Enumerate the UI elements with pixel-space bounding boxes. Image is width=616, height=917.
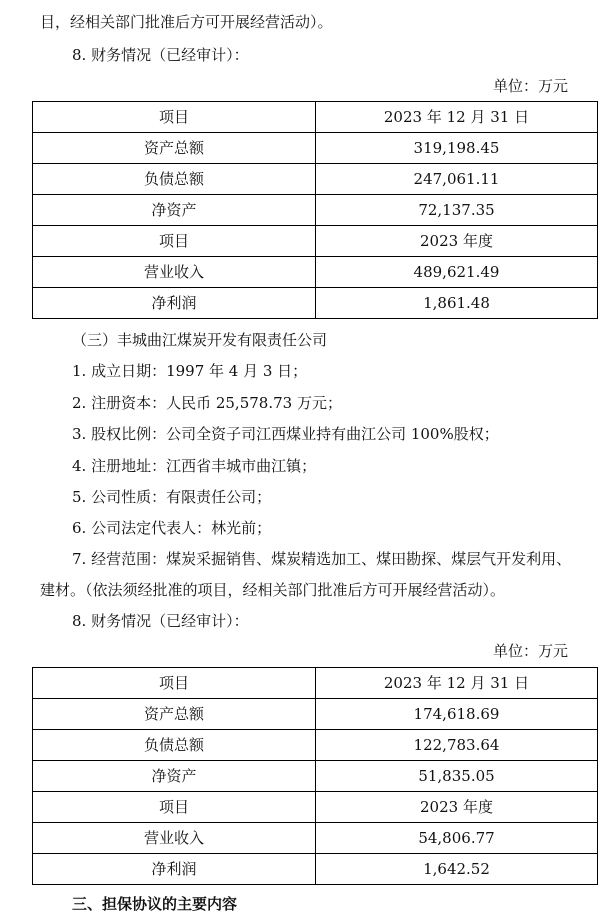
row-value: 2023 年度 (316, 226, 598, 257)
row-value: 72,137.35 (316, 195, 598, 226)
table-row (33, 288, 598, 319)
row-label: 项目 (33, 102, 316, 133)
row-value: 1,861.48 (316, 288, 598, 319)
table-row (33, 226, 598, 257)
financial-title-2: 8. 财务情况（已经审计）： (72, 612, 249, 630)
table-row (33, 668, 598, 699)
row-value: 51,835.05 (316, 761, 598, 792)
table-row (33, 257, 598, 288)
row-value: 174,618.69 (316, 699, 598, 730)
table-row (33, 164, 598, 195)
row-label: 净资产 (33, 195, 316, 226)
unit-label-1: 单位：万元 (492, 77, 568, 95)
row-label: 资产总额 (33, 699, 316, 730)
row-label: 营业收入 (33, 823, 316, 854)
row-label: 资产总额 (33, 133, 316, 164)
section-heading: 三、担保协议的主要内容 (72, 895, 238, 913)
table-row (33, 195, 598, 226)
intro-line: 目，经相关部门批准后方可开展经营活动）。 (40, 13, 333, 31)
company-item-4: 4. 注册地址：江西省丰城市曲江镇； (72, 457, 317, 475)
row-label: 项目 (33, 792, 316, 823)
row-label: 净利润 (33, 854, 316, 885)
row-label: 项目 (33, 226, 316, 257)
row-value: 489,621.49 (316, 257, 598, 288)
row-value: 2023 年度 (316, 792, 598, 823)
table-row (33, 854, 598, 885)
row-label: 净利润 (33, 288, 316, 319)
table-row (33, 102, 598, 133)
company-item-2: 2. 注册资本：人民币 25,578.73 万元； (72, 394, 342, 412)
company-item-3: 3. 股权比例：公司全资子司江西煤业持有曲江公司 100%股权； (72, 425, 499, 443)
table-row (33, 823, 598, 854)
company-item-6: 6. 公司法定代表人：林光前； (72, 519, 272, 537)
row-label: 负债总额 (33, 730, 316, 761)
table-row (33, 699, 598, 730)
business-scope-continuation: 建材。（依法须经批准的项目，经相关部门批准后方可开展经营活动）。 (40, 581, 506, 599)
row-label: 营业收入 (33, 257, 316, 288)
row-value: 319,198.45 (316, 133, 598, 164)
table-row (33, 792, 598, 823)
row-value: 122,783.64 (316, 730, 598, 761)
company-heading: （三）丰城曲江煤炭开发有限责任公司 (72, 331, 328, 349)
financial-table-1 (32, 101, 598, 319)
row-value: 2023 年 12 月 31 日 (316, 102, 598, 133)
row-label: 项目 (33, 668, 316, 699)
row-value: 247,061.11 (316, 164, 598, 195)
financial-title-1: 8. 财务情况（已经审计）： (72, 46, 249, 64)
table-row (33, 133, 598, 164)
row-value: 54,806.77 (316, 823, 598, 854)
row-label: 负债总额 (33, 164, 316, 195)
row-label: 净资产 (33, 761, 316, 792)
company-item-1: 1. 成立日期：1997 年 4 月 3 日； (72, 362, 308, 380)
company-item-5: 5. 公司性质：有限责任公司； (72, 488, 272, 506)
table-row (33, 761, 598, 792)
row-value: 2023 年 12 月 31 日 (316, 668, 598, 699)
row-value: 1,642.52 (316, 854, 598, 885)
table-row (33, 730, 598, 761)
financial-table-2 (32, 667, 598, 885)
unit-label-2: 单位：万元 (492, 642, 568, 660)
company-item-7: 7. 经营范围：煤炭采掘销售、煤炭精选加工、煤田勘探、煤层气开发利用、 (72, 550, 572, 568)
